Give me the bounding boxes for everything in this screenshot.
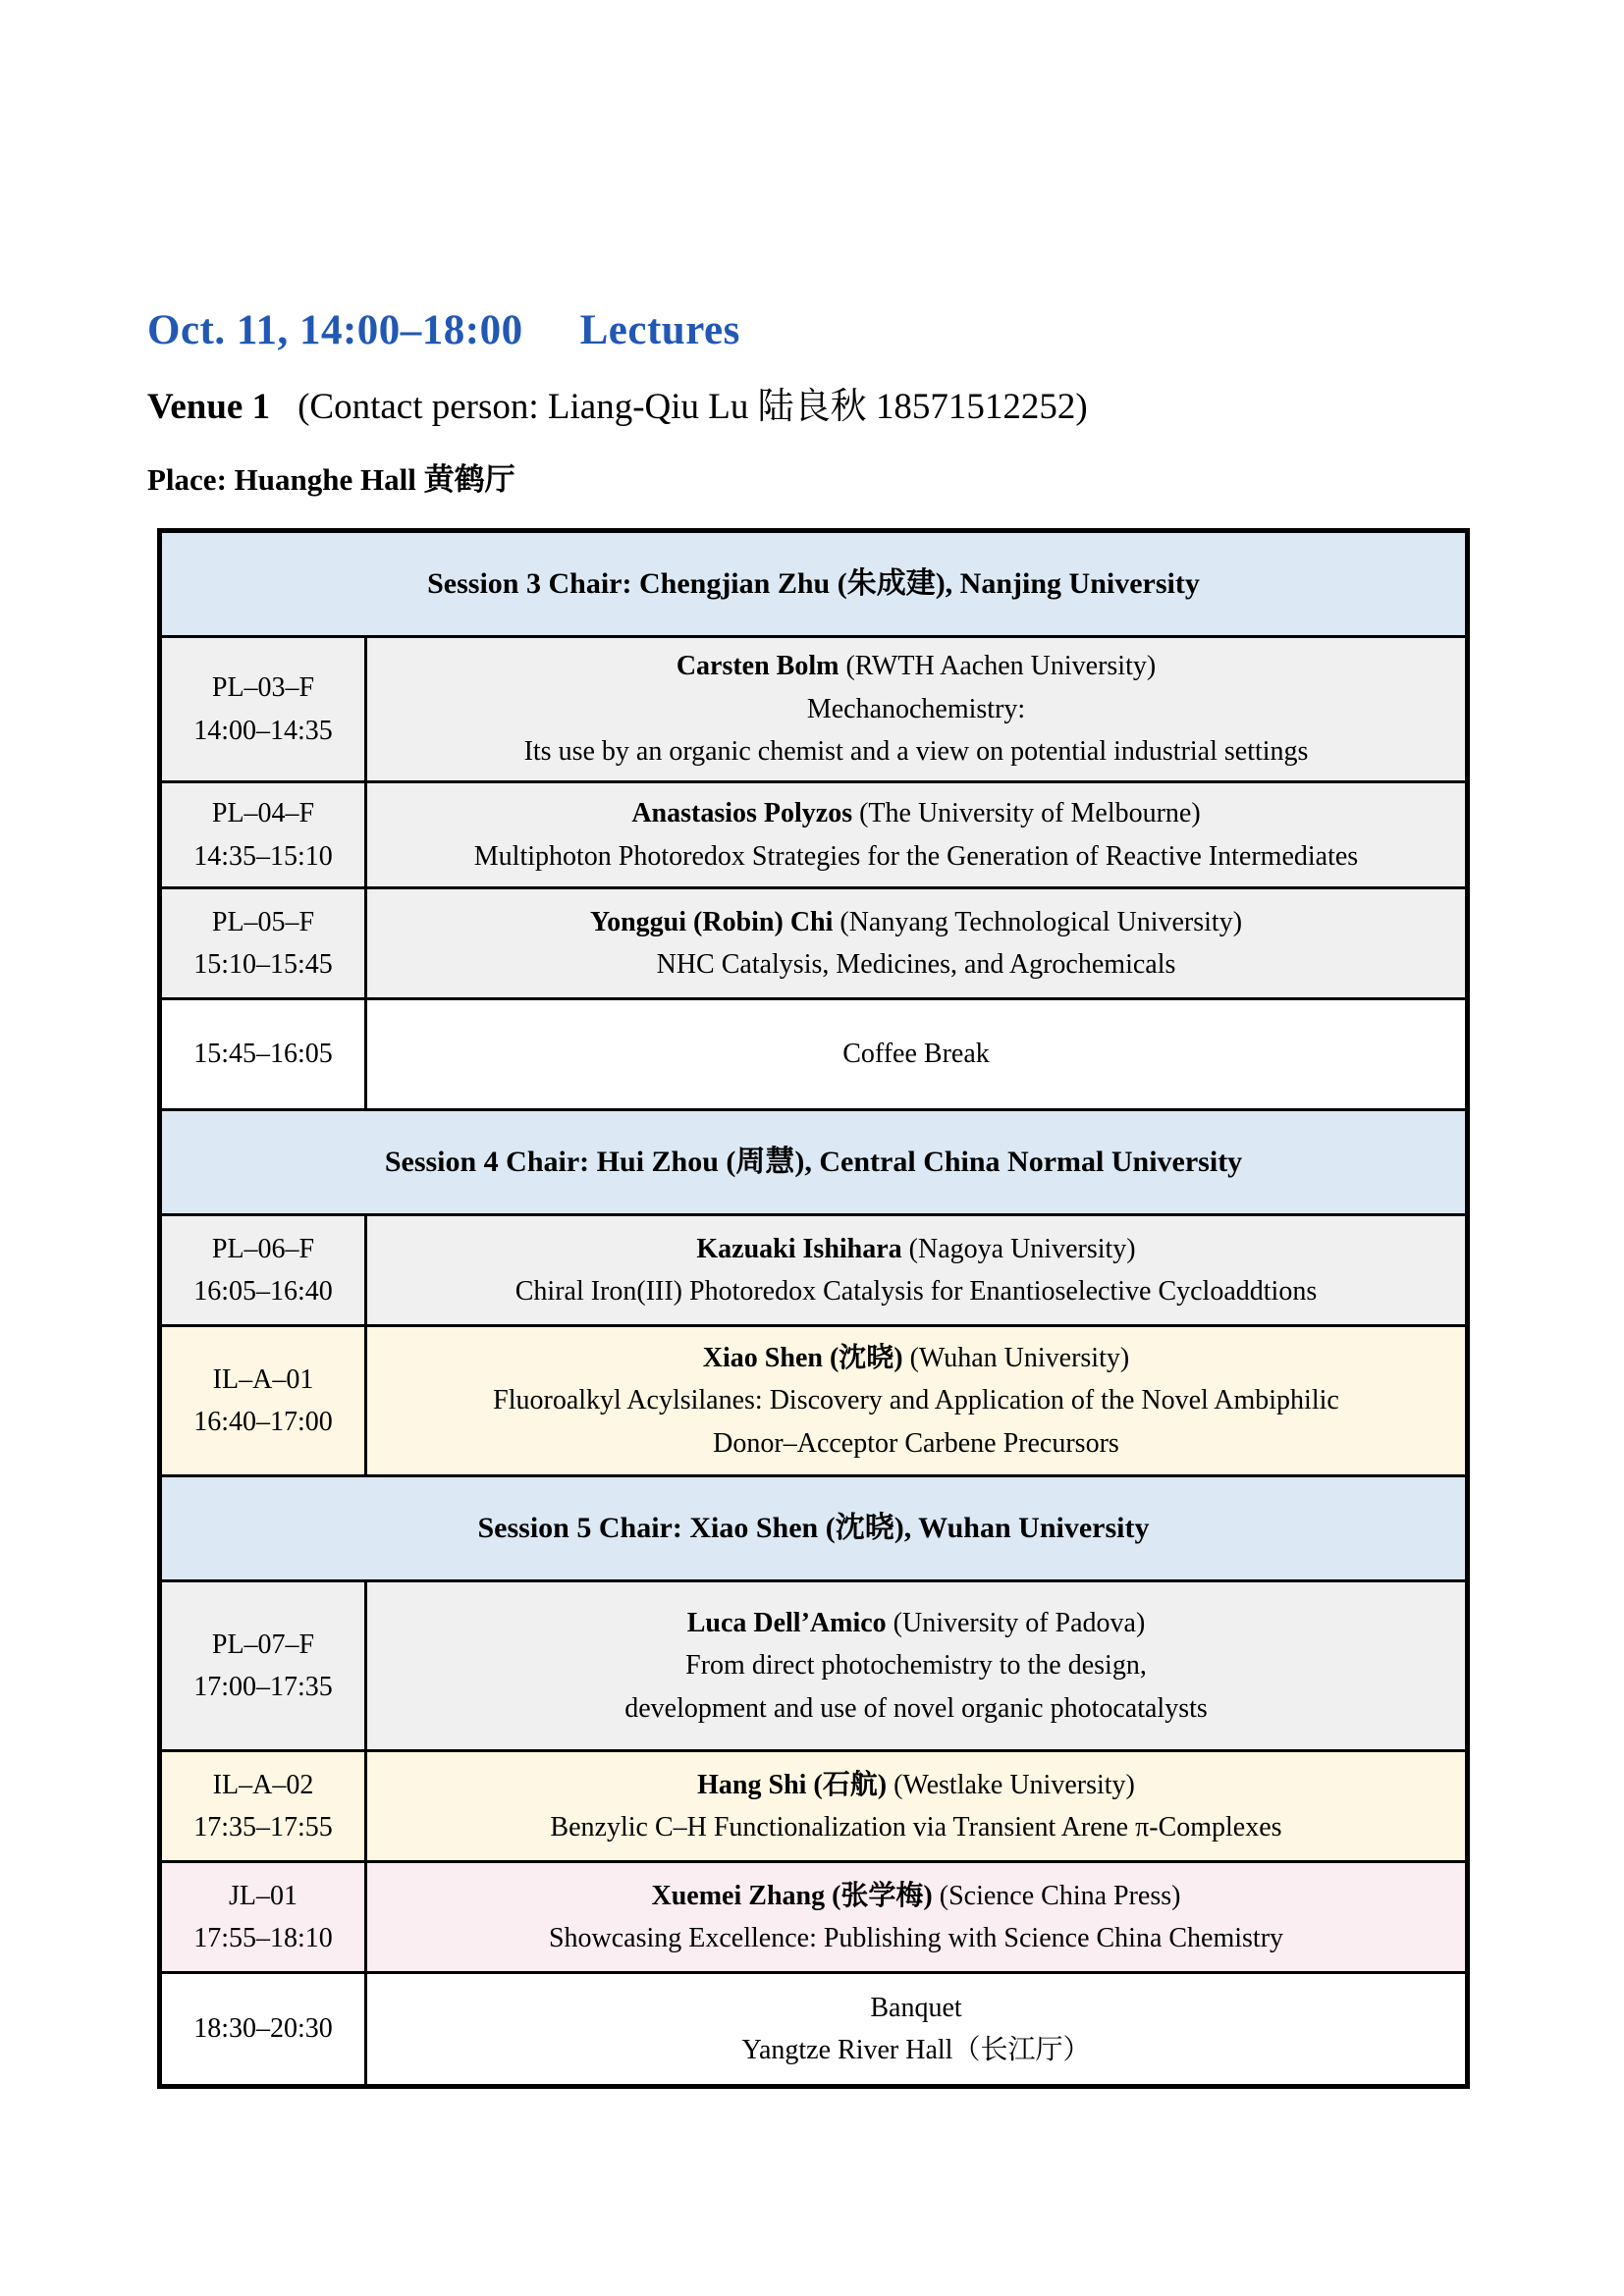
- speaker-affiliation: (Nagoya University): [908, 1233, 1136, 1264]
- talk-time: 15:10–15:45: [193, 949, 333, 980]
- speaker-name: Anastasios Polyzos: [631, 798, 853, 829]
- talk-row: [160, 1862, 1468, 1973]
- talk-row: [160, 1751, 1468, 1862]
- talk-title-line: Donor–Acceptor Carbene Precursors: [713, 1427, 1119, 1459]
- talk-row: [160, 637, 1468, 782]
- talk-detail-cell: [366, 1581, 1468, 1751]
- talk-time: 17:00–17:35: [193, 1672, 333, 1702]
- talk-code: JL–01: [229, 1880, 298, 1911]
- speaker-line: [377, 792, 1455, 834]
- session-3-header: Session 3 Chair: Chengjian Zhu (朱成建), Nanjing University: [160, 531, 1468, 637]
- talk-title-line: development and use of novel organic photocatalysts: [624, 1692, 1208, 1724]
- banquet-time-cell: 18:30–20:30: [160, 1973, 366, 2087]
- talk-time: 17:55–18:10: [193, 1923, 333, 1953]
- talk-code: PL–03–F: [211, 672, 315, 704]
- venue-label: Venue 1: [147, 387, 271, 427]
- session-5-header: Session 5 Chair: Xiao Shen (沈晓), Wuhan University: [160, 1476, 1468, 1581]
- talk-row: [160, 1326, 1468, 1476]
- talk-code: IL–A–01: [212, 1363, 314, 1395]
- speaker-name: Yonggui (Robin) Chi: [589, 906, 834, 937]
- session-header-row: [160, 1476, 1468, 1581]
- speaker-affiliation: (University of Padova): [893, 1607, 1146, 1638]
- banquet-location: Yangtze River Hall（长江厅）: [741, 2035, 1091, 2065]
- program-table: [157, 528, 1470, 2089]
- talk-detail-cell: [366, 1862, 1468, 1973]
- talk-code-time-cell: [160, 1581, 366, 1751]
- speaker-line: [377, 1875, 1455, 1917]
- speaker-name: Hang Shi (石航): [697, 1769, 888, 1800]
- talk-title-line: Mechanochemistry:: [806, 693, 1026, 724]
- talk-code-time-cell: [160, 637, 366, 782]
- talk-code-time-cell: [160, 1326, 366, 1476]
- talk-detail-cell: [366, 1326, 1468, 1476]
- talk-row: [160, 782, 1468, 888]
- speaker-name: Xuemei Zhang (张学梅): [651, 1880, 933, 1911]
- talk-title-line: From direct photochemistry to the design,: [685, 1650, 1147, 1682]
- speaker-line: [377, 1764, 1455, 1806]
- talk-code-time-cell: [160, 782, 366, 888]
- talk-code-time-cell: [160, 1215, 366, 1326]
- place-line: Place: Huanghe Hall 黄鹤厅: [147, 462, 515, 497]
- speaker-line: [377, 1337, 1455, 1379]
- session-header-row: [160, 531, 1468, 637]
- talk-title-line: Multiphoton Photoredox Strategies for the Generation of Reactive Intermediates: [473, 840, 1359, 872]
- talk-time: 16:40–17:00: [193, 1407, 333, 1437]
- speaker-affiliation: (The University of Melbourne): [859, 798, 1201, 829]
- talk-row: [160, 1215, 1468, 1326]
- speaker-line: [377, 1602, 1455, 1644]
- banquet-detail-cell: [366, 1973, 1468, 2087]
- session-4-header: Session 4 Chair: Hui Zhou (周慧), Central China Normal University: [160, 1110, 1468, 1215]
- talk-title-line: NHC Catalysis, Medicines, and Agrochemicals: [656, 949, 1176, 980]
- speaker-line: [377, 645, 1455, 687]
- talk-code: PL–06–F: [211, 1233, 315, 1264]
- venue-contact: (Contact person: Liang-Qiu Lu 陆良秋 18571512252): [298, 387, 1088, 427]
- venue-line: [0, 354, 1624, 429]
- talk-detail-cell: [366, 888, 1468, 999]
- talk-code-time-cell: [160, 888, 366, 999]
- talk-row: [160, 888, 1468, 999]
- break-row: [160, 999, 1468, 1110]
- speaker-name: Carsten Bolm: [676, 651, 839, 682]
- talk-code: IL–A–02: [212, 1769, 314, 1800]
- speaker-affiliation: (Westlake University): [893, 1769, 1135, 1800]
- talk-code: PL–07–F: [211, 1629, 315, 1660]
- speaker-affiliation: (Science China Press): [939, 1880, 1181, 1911]
- banquet-row: [160, 1973, 1468, 2087]
- speaker-affiliation: (Wuhan University): [909, 1342, 1130, 1373]
- talk-code-time-cell: [160, 1751, 366, 1862]
- talk-detail-cell: [366, 637, 1468, 782]
- break-time-cell: 15:45–16:05: [160, 999, 366, 1110]
- talk-row: [160, 1581, 1468, 1751]
- talk-time: 14:35–15:10: [193, 840, 333, 872]
- speaker-name: Xiao Shen (沈晓): [702, 1342, 903, 1373]
- talk-time: 14:00–14:35: [193, 715, 333, 746]
- page-title: [0, 0, 1624, 354]
- speaker-line: [377, 1228, 1455, 1270]
- talk-title-line: Benzylic C–H Functionalization via Transient Arene π-Complexes: [550, 1812, 1282, 1842]
- break-label-cell: Coffee Break: [366, 999, 1468, 1110]
- title-event-type: Lectures: [579, 307, 740, 353]
- speaker-line: [377, 901, 1455, 943]
- talk-code: PL–04–F: [211, 798, 315, 829]
- speaker-name: Kazuaki Ishihara: [696, 1233, 902, 1264]
- talk-detail-cell: [366, 782, 1468, 888]
- talk-title-line: Fluoroalkyl Acylsilanes: Discovery and Application of the Novel Ambiphilic: [493, 1385, 1339, 1416]
- title-date-range: Oct. 11, 14:00–18:00: [147, 307, 523, 353]
- talk-title-line: Chiral Iron(III) Photoredox Catalysis for Enantioselective Cycloaddtions: [514, 1276, 1318, 1307]
- talk-time: 17:35–17:55: [193, 1812, 333, 1842]
- talk-code: PL–05–F: [211, 906, 315, 937]
- banquet-label: Banquet: [870, 1992, 962, 2023]
- talk-code-time-cell: [160, 1862, 366, 1973]
- talk-detail-cell: [366, 1215, 1468, 1326]
- speaker-affiliation: (RWTH Aachen University): [845, 651, 1157, 682]
- speaker-affiliation: (Nanyang Technological University): [839, 906, 1243, 937]
- session-header-row: [160, 1110, 1468, 1215]
- talk-time: 16:05–16:40: [193, 1276, 333, 1307]
- talk-detail-cell: [366, 1751, 1468, 1862]
- talk-title-line: Showcasing Excellence: Publishing with Science China Chemistry: [548, 1923, 1284, 1953]
- talk-title-line: Its use by an organic chemist and a view on potential industrial settings: [523, 736, 1309, 768]
- speaker-name: Luca Dell’Amico: [686, 1607, 887, 1638]
